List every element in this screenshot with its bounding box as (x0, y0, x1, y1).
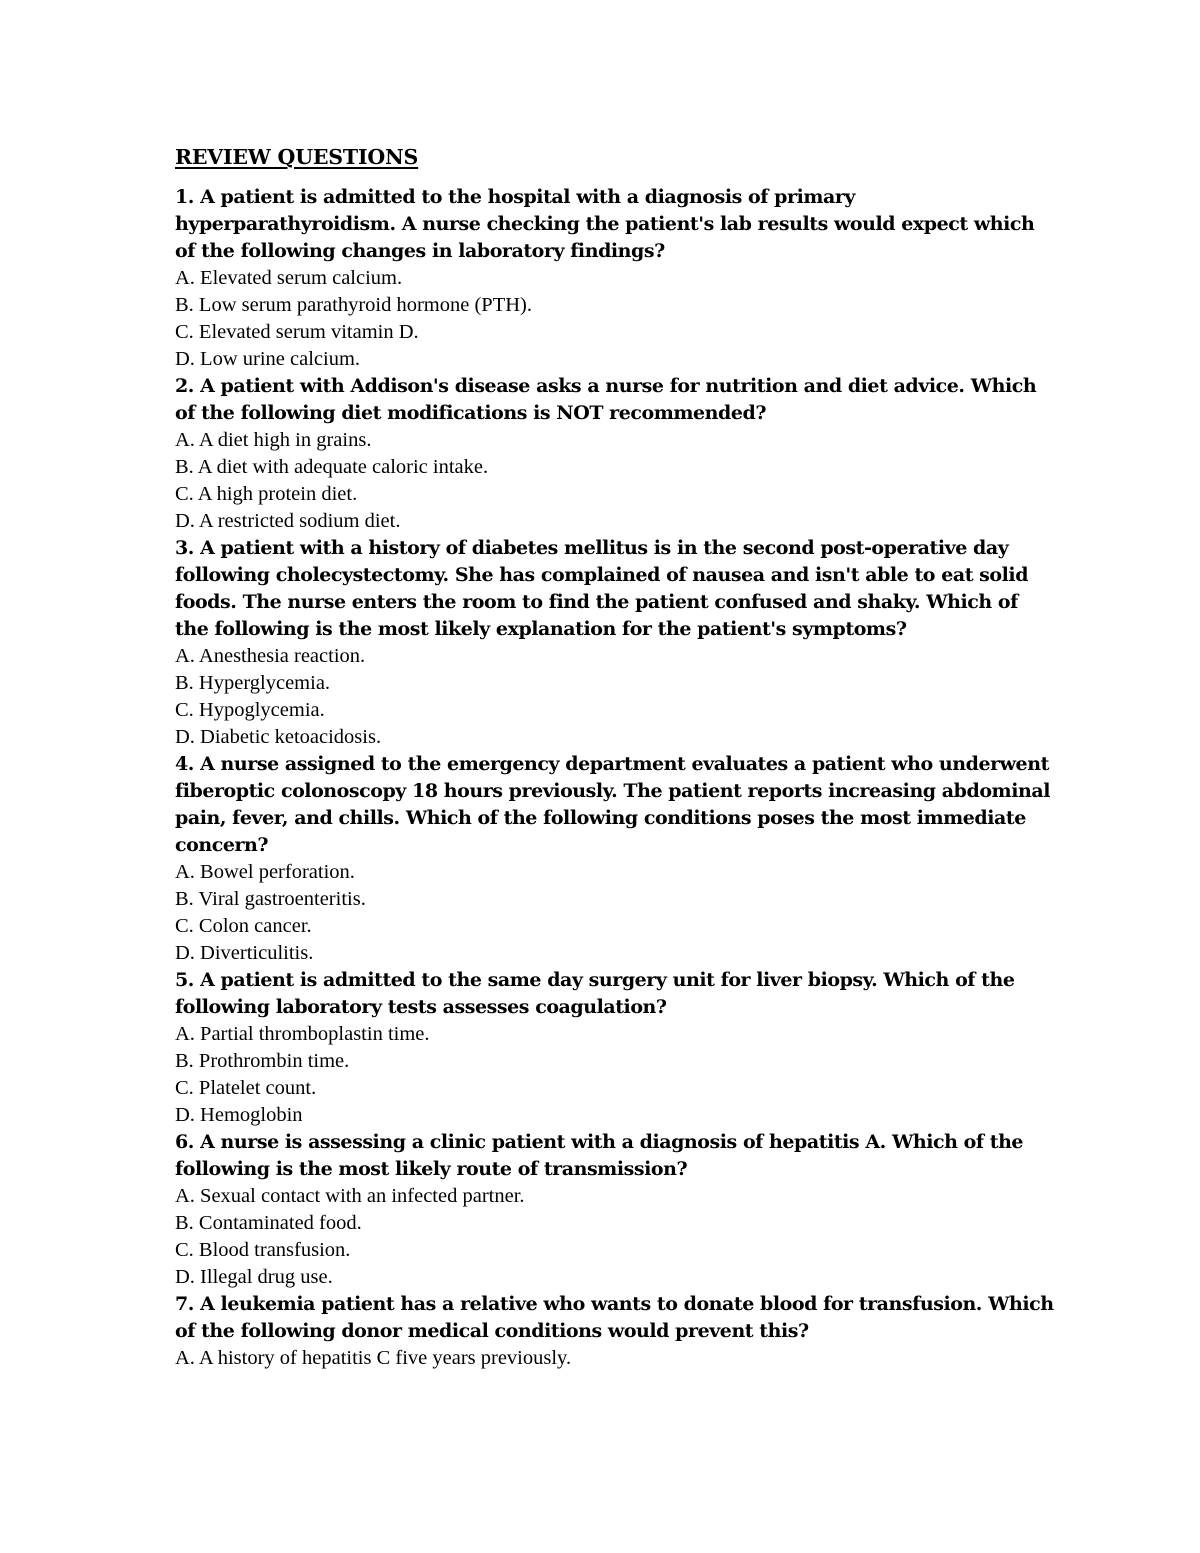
question-3 (175, 535, 1055, 751)
answer-option: C. Hypoglycemia. (175, 699, 325, 721)
answer-option: D. Low urine calcium. (175, 348, 361, 370)
answer-options (175, 1021, 1055, 1129)
answer-option: C. A high protein diet. (175, 483, 358, 505)
question-1 (175, 184, 1055, 373)
answer-option: A. Bowel perforation. (175, 861, 355, 883)
answer-option: C. Colon cancer. (175, 915, 312, 937)
answer-option: A. A history of hepatitis C five years previously. (175, 1347, 572, 1369)
document-title: REVIEW QUESTIONS (175, 145, 419, 169)
answer-option: D. Hemoglobin (175, 1104, 303, 1126)
answer-option: C. Platelet count. (175, 1077, 317, 1099)
answer-option: D. Illegal drug use. (175, 1266, 333, 1288)
answer-option: D. A restricted sodium diet. (175, 510, 401, 532)
question-stem: 6. A nurse is assessing a clinic patient with a diagnosis of hepatitis A. Which of the following is the most likely route of transmission? (175, 1131, 1024, 1180)
answer-option: B. Viral gastroenteritis. (175, 888, 366, 910)
answer-option: B. Contaminated food. (175, 1212, 362, 1234)
question-5 (175, 967, 1055, 1129)
answer-option: B. Prothrombin time. (175, 1050, 350, 1072)
answer-option: D. Diverticulitis. (175, 942, 314, 964)
question-stem: 5. A patient is admitted to the same day surgery unit for liver biopsy. Which of the following laboratory tests assesses coagulation? (175, 969, 1015, 1018)
answer-option: D. Diabetic ketoacidosis. (175, 726, 382, 748)
answer-option: B. A diet with adequate caloric intake. (175, 456, 489, 478)
answer-option: B. Hyperglycemia. (175, 672, 331, 694)
question-6 (175, 1129, 1055, 1291)
answer-option: A. A diet high in grains. (175, 429, 372, 451)
question-stem: 1. A patient is admitted to the hospital with a diagnosis of primary hyperparathyroidism. A nurse checking the patient's lab results would expect which of the following changes in laboratory findings? (175, 186, 1035, 262)
answer-options (175, 859, 1055, 967)
answer-options (175, 1345, 1055, 1372)
answer-options (175, 427, 1055, 535)
question-stem: 7. A leukemia patient has a relative who wants to donate blood for transfusion. Which of the following donor medical conditions would prevent this? (175, 1293, 1054, 1342)
answer-options (175, 643, 1055, 751)
answer-options (175, 1183, 1055, 1291)
answer-options (175, 265, 1055, 373)
answer-option: A. Sexual contact with an infected partner. (175, 1185, 525, 1207)
answer-option: C. Elevated serum vitamin D. (175, 321, 419, 343)
answer-option: B. Low serum parathyroid hormone (PTH). (175, 294, 532, 316)
question-stem: 3. A patient with a history of diabetes mellitus is in the second post-operative day following cholecystectomy. She has complained of nausea and isn't able to eat solid foods. The nurse enters the room to find the patient confused and shaky. Which of the following is the most likely explanation for the patient's symptoms? (175, 537, 1029, 640)
question-7 (175, 1291, 1055, 1372)
question-stem: 4. A nurse assigned to the emergency department evaluates a patient who underwent fiberoptic colonoscopy 18 hours previously. The patient reports increasing abdominal pain, fever, and chills. Which of the following conditions poses the most immediate concern? (175, 753, 1050, 856)
answer-option: C. Blood transfusion. (175, 1239, 351, 1261)
question-2 (175, 373, 1055, 535)
question-stem: 2. A patient with Addison's disease asks a nurse for nutrition and diet advice. Which of the following diet modifications is NOT recommended? (175, 375, 1037, 424)
answer-option: A. Elevated serum calcium. (175, 267, 403, 289)
document-body (175, 144, 1055, 1372)
answer-option: A. Anesthesia reaction. (175, 645, 366, 667)
question-4 (175, 751, 1055, 967)
answer-option: A. Partial thromboplastin time. (175, 1023, 430, 1045)
